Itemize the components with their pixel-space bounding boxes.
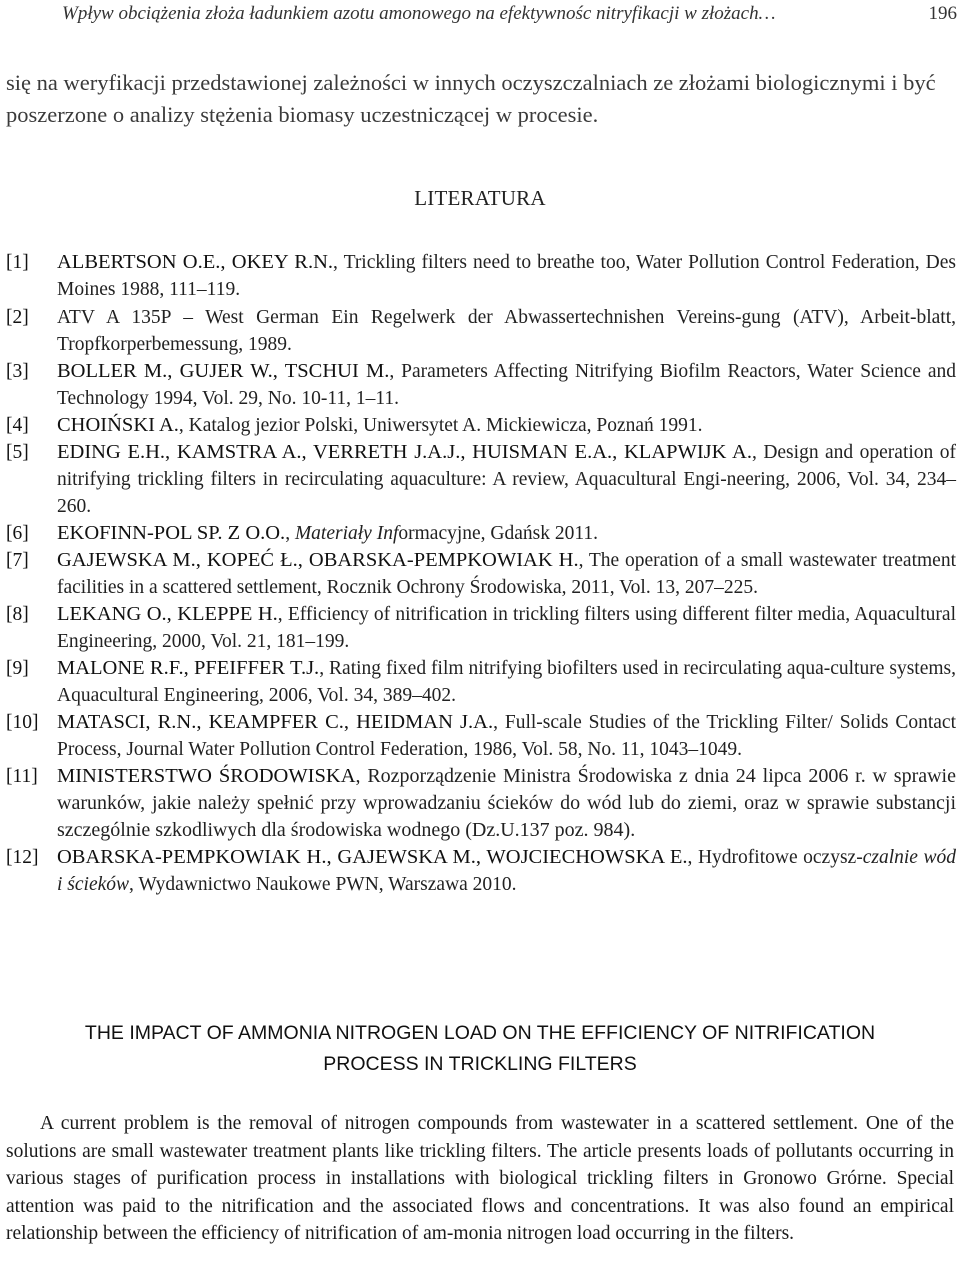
reference-item [6,547,956,601]
reference-number: [3] [6,361,29,382]
reference-italic-title: czalnie wód i ścieków [57,847,956,895]
reference-number: [11] [6,766,38,787]
reference-italic-title: Materiały Inf [294,523,399,544]
reference-details: , Full-scale Studies of the Trickling Filter/ Solids Contact Process, Journal Water Pollution Control Federation, 1986, Vol. 58, No. 11, 1043–1049. [57,712,957,760]
english-title [0,1018,960,1080]
reference-details: , Efficiency of nitrification in trickling filters using different filter media, Aquacultural Engineering, 2000, Vol. 21, 181–199. [57,604,956,652]
reference-item [6,655,956,709]
reference-separator: , [285,523,295,544]
reference-item [6,520,956,547]
reference-authors: EDING E.H., KAMSTRA A., VERRETH J.A.J., HUISMAN E.A., KLAPWIJK A. [57,441,752,463]
running-header [62,2,957,26]
reference-details: , Rating fixed film nitrifying biofilters used in recirculating aqua-culture systems, Aquacultural Engineering, 2006, Vol. 34, 389–402. [57,658,956,706]
reference-details: , Trickling filters need to breathe too, Water Pollution Control Federation, Des Moines 1988, 111–119. [57,252,957,300]
literature-heading: LITERATURA [414,186,546,210]
reference-number: [6] [6,523,29,544]
reference-details: , Parameters Affecting Nitrifying Biofilm Reactors, Water Science and Technology 1994, Vol. 29, No. 10-11, 1–11. [57,361,956,409]
reference-number: [2] [6,307,29,328]
reference-authors: MINISTERSTWO ŚRODOWISKA [57,765,356,787]
reference-authors: LEKANG O., KLEPPE H. [57,603,278,625]
page-number: 196 [928,3,957,24]
reference-details: , Wydawnictwo Naukowe PWN, Warszawa 2010. [129,874,517,895]
reference-details: ormacyjne, Gdańsk 2011. [398,523,599,544]
reference-item [6,304,956,358]
reference-item [6,412,956,439]
reference-item [6,844,956,898]
reference-list [6,249,956,898]
reference-details: , Katalog jezior Polski, Uniwersytet A. Mickiewicza, Poznań 1991. [178,415,703,436]
running-title: Wpływ obciążenia złoża ładunkiem azotu amonowego na efektywnośc nitryfikacji w złożach… [62,3,776,24]
reference-number: [8] [6,604,29,625]
reference-details: , Design and operation of nitrifying trickling filters in recirculating aquaculture: A review, Aquacultural Engi-neering, 2006, Vol. 34, 234–260. [57,442,956,517]
reference-item [6,439,956,520]
reference-number: [4] [6,415,29,436]
reference-authors: OBARSKA-PEMPKOWIAK H., GAJEWSKA M., WOJCIECHOWSKA E. [57,846,688,868]
reference-authors: EKOFINN-POL SP. Z O.O. [57,522,286,544]
reference-number: [12] [6,847,39,868]
reference-details: ATV A 135P – West German Ein Regelwerk der Abwassertechnishen Vereins-gung (ATV), Arbeit-blatt, Tropfkorperbemessung, 1989. [57,307,956,355]
reference-authors: GAJEWSKA M., KOPEĆ Ł., OBARSKA-PEMPKOWIAK H. [57,549,579,571]
reference-authors: CHOIŃSKI A. [57,414,179,436]
continuation-paragraph: się na weryfikacji przedstawionej zależności w innych oczyszczalniach ze złożami biologicznymi i być poszerzone o analizy stężenia biomasy uczestniczącej w procesie. [6,70,936,127]
reference-item [6,601,956,655]
reference-authors: MALONE R.F., PFEIFFER T.J. [57,657,320,679]
reference-number: [10] [6,712,39,733]
reference-details: , The operation of a small wastewater treatment facilities in a scattered settlement, Rocznik Ochrony Środowiska, 2011, Vol. 13, 207–225. [57,550,956,598]
reference-authors: BOLLER M., GUJER W., TSCHUI M. [57,360,390,382]
reference-item [6,763,956,844]
reference-number: [9] [6,658,29,679]
reference-number: [5] [6,442,29,463]
english-title-line: PROCESS IN TRICKLING FILTERS [323,1053,637,1075]
reference-item [6,709,956,763]
reference-separator: , Hydrofitowe oczysz- [687,847,863,868]
reference-number: [7] [6,550,29,571]
reference-item [6,249,956,303]
english-title-line: THE IMPACT OF AMMONIA NITROGEN LOAD ON THE EFFICIENCY OF NITRIFICATION [84,1022,876,1044]
reference-number: [1] [6,252,29,273]
reference-item [6,358,956,412]
reference-authors: ALBERTSON O.E., OKEY R.N. [57,251,334,273]
reference-authors: MATASCI, R.N., KEAMPFER C., HEIDMAN J.A. [57,711,494,733]
reference-details: , Rozporządzenie Ministra Środowiska z dnia 24 lipca 2006 r. w sprawie warunków, jakie należy spełnić przy wprowadzaniu ścieków do wód lub do ziemi, oraz w sprawie substancji szczególnie szkodliwych dla środowiska wodnego (Dz.U.137 poz. 984). [57,765,956,841]
abstract-paragraph: A current problem is the removal of nitrogen compounds from wastewater in a scattered settlement. One of the solutions are small wastewater treatment plants like trickling filters. The article presents loads of pollutants occurring in various stages of purification process in installations with biological trickling filters in Gronowo Grórne. Special attention was paid to the nitrification and the associated flows and concentrations. It was also found an empirical relationship between the efficiency of nitrification of am-monia nitrogen load occurring in the filters. [6,1113,954,1244]
